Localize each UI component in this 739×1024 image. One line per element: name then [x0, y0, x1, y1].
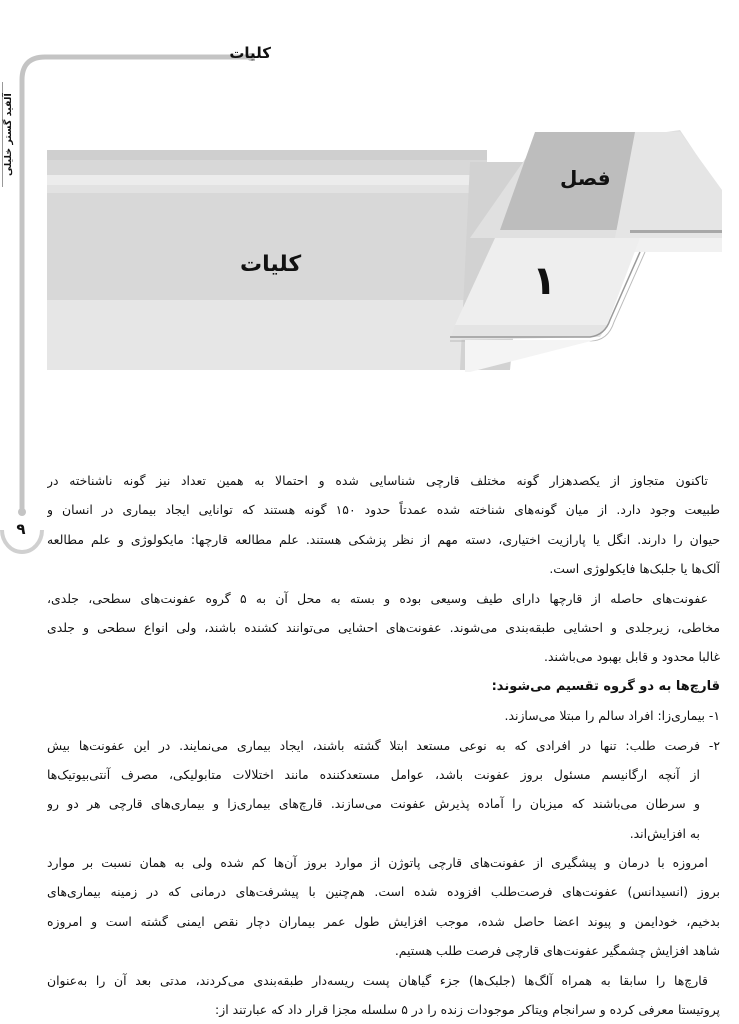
paragraph-4	[47, 966, 720, 1024]
chapter-banner	[47, 130, 722, 372]
text-line: شاهد افزایش چشمگیر عفونت‌های قارچی فرصت طلب هستیم.	[394, 943, 720, 959]
chapter-title: کلیات	[240, 252, 302, 277]
text-line: و سرطان می‌باشند که میزبان را آماده پذیرش عفونت می‌سازند. قارچ‌های بیماری‌زا و بیماری‌های قارچی هر دو رو	[47, 796, 700, 812]
text-line: امروزه با درمان و پیشگیری از عفونت‌های قارچی پاتوژن از موارد بروز آن‌ها کم شده ولی به همان نسبت بر موارد	[47, 855, 708, 871]
chapter-number: ۱	[532, 258, 557, 304]
text-line: ۲- فرصت طلب: تنها در افرادی که به نوعی مستعد ابتلا گشته باشند، ایجاد بیماری می‌نمایند. در این عفونت‌ها بیش	[47, 737, 720, 753]
text-line: به افزایش‌اند.	[629, 825, 700, 841]
paragraph-2	[47, 584, 720, 672]
page-number: ۹	[16, 520, 26, 538]
text-line: پروتیستا معرفی کرده و سرانجام ویتاکر موجودات زنده را در ۵ سلسله مجزا قرار داد که عبارتند از:	[215, 1002, 720, 1018]
running-title: کلیات	[229, 44, 271, 62]
list-item-2	[47, 731, 720, 849]
chapter-label: فصل	[560, 166, 611, 190]
text-line: از آنچه ارگانیسم مسئول بروز عفونت باشد، عوامل مستعدکننده مانند اختلالات متابولیکی، مصرف آنتی‌بیوتیک‌ها	[47, 766, 700, 782]
text-line: طبیعت وجود دارد. از میان گونه‌های شناخته شده عمدتاً حدود ۱۵۰ گونه هستند که توانایی ایجاد بیماری در انسان و	[47, 502, 720, 518]
paragraph-3	[47, 848, 720, 966]
text-line: قارچ‌ها را سابقا به همراه آلگ‌ها (جلبک‌ها) جزء گیاهان پست ریسه‌دار طبقه‌بندی می‌کردند، مدتی بعد آن را به‌عنوان	[47, 972, 708, 988]
paragraph-1	[47, 466, 720, 584]
side-author-name: آلفید گستر خلیلی	[2, 82, 25, 187]
body-text	[47, 466, 720, 1024]
text-line: بدخیم، خودایمن و پیوند اعضا حاصل شده، موجب افزایش طول عمر بیماران دچار نقص ایمنی گشته است و امروزه	[47, 913, 720, 929]
text-line: بروز (انسیدانس) عفونت‌های فرصت‌طلب افزوده شده است. هم‌چنین با پیشرفت‌های درمانی که در زمینه بیماری‌های	[47, 884, 720, 900]
list-item-1: ۱- بیماری‌زا: افراد سالم را مبتلا می‌سازند.	[504, 708, 720, 724]
text-line: غالبا محدود و قابل بهبود می‌باشند.	[544, 649, 720, 665]
section-heading: قارچ‌ها به دو گروه تقسیم می‌شوند:	[491, 678, 720, 694]
text-line: آلک‌ها یا جلبک‌ها فایکولوژی است.	[549, 561, 720, 577]
text-line: حیوان را دارند. انگل یا پارازیت اختیاری، دسته مهم از نظر پزشکی هستند. علم مطالعه قارچها: مایکولوژی و علم مطالعه	[47, 531, 720, 547]
text-line: تاکنون متجاوز از یکصدهزار گونه مختلف قارچی شناسایی شده و احتمالا به همین تعداد نیز گونه ناشناخته در	[47, 473, 708, 488]
text-line: عفونت‌های حاصله از قارچها دارای طیف وسیعی بوده و بسته به محل آن به ۵ گروه عفونت‌های سطحی، جلدی،	[47, 590, 708, 606]
text-line: مخاطی، زیرجلدی و احشایی طبقه‌بندی می‌شوند. عفونت‌های احشایی می‌توانند کشنده باشند، ولی انواع سطحی و جلدی	[47, 619, 720, 635]
rail-bottom-dot	[18, 508, 26, 516]
